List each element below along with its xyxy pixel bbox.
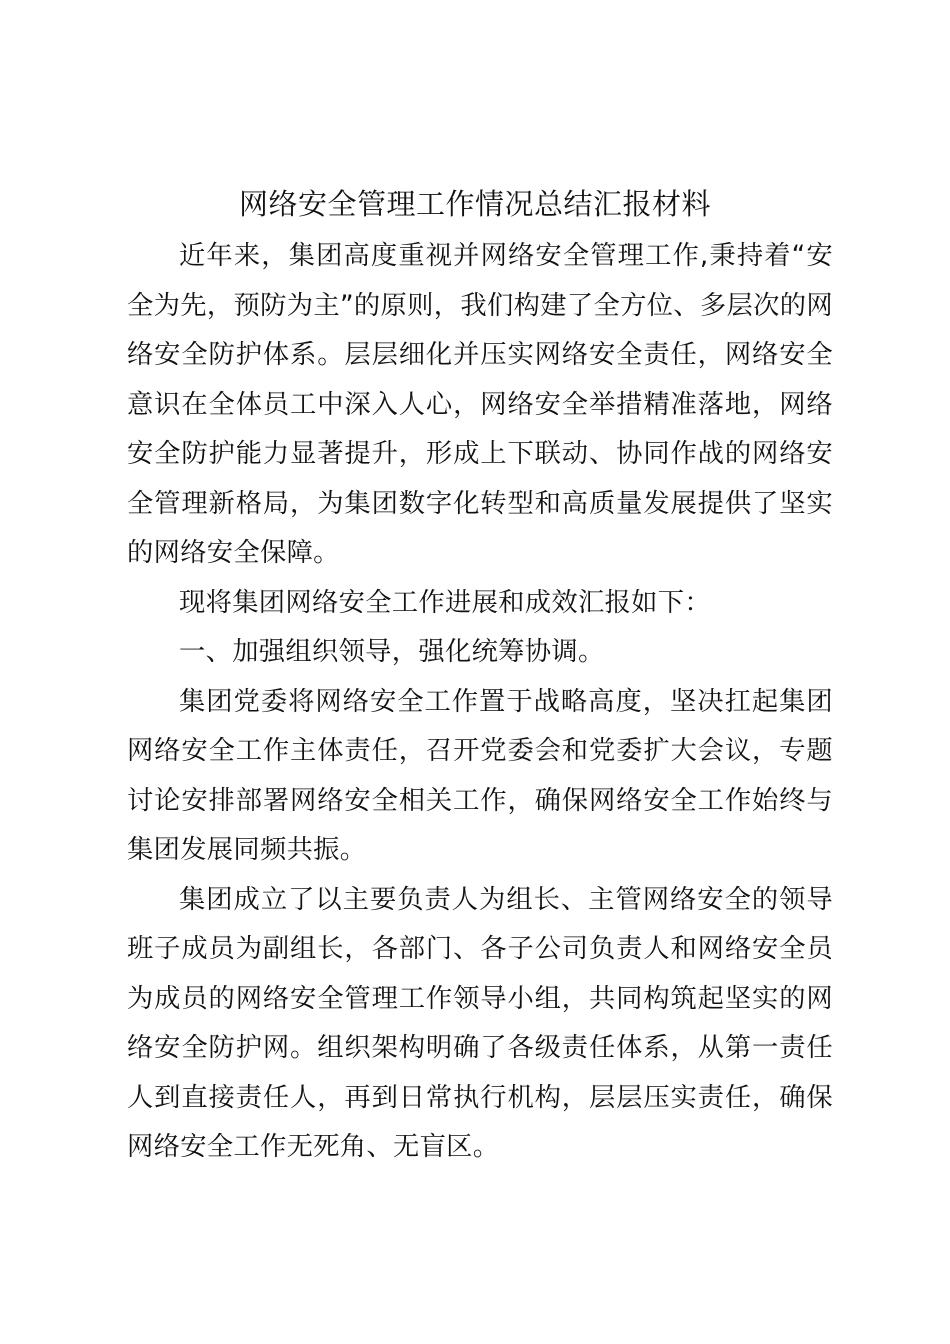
- section-heading-1: 一、加强组织领导，强化统筹协调。: [179, 637, 605, 667]
- paragraph-intro: 近年来，集团高度重视并网络安全管理工作,秉持着“安全为先，预防为主”的原则，我们构建了全方位、多层次的网络安全防护体系。层层细化并压实网络安全责任，网络安全意识在全体员工中深入人心，网络安全举措精准落地，网络安全防护能力显著提升，形成上下联动、协同作战的网络安全管理新格局，为集团数字化转型和高质量发展提供了坚实的网络安全保障。: [127, 241, 833, 568]
- paragraph-report-lead: 现将集团网络安全工作进展和成效汇报如下：: [179, 587, 711, 618]
- paragraph-leading-group: 集团成立了以主要负责人为组长、主管网络安全的领导班子成员为副组长，各部门、各子公司负责人和网络安全员为成员的网络安全管理工作领导小组，共同构筑起坚实的网络安全防护网。组织架构明确了各级责任体系，从第一责任人到直接责任人，再到日常执行机构，层层压实责任，确保网络安全工作无死角、无盲区。: [127, 884, 833, 1162]
- paragraph-party-committee: 集团党委将网络安全工作置于战略高度，坚决扛起集团网络安全工作主体责任，召开党委会和党委扩大会议，专题讨论安排部署网络安全相关工作，确保网络安全工作始终与集团发展同频共振。: [127, 686, 833, 865]
- document-body: [127, 232, 833, 1173]
- document-title: 网络安全管理工作情况总结汇报材料: [238, 187, 711, 221]
